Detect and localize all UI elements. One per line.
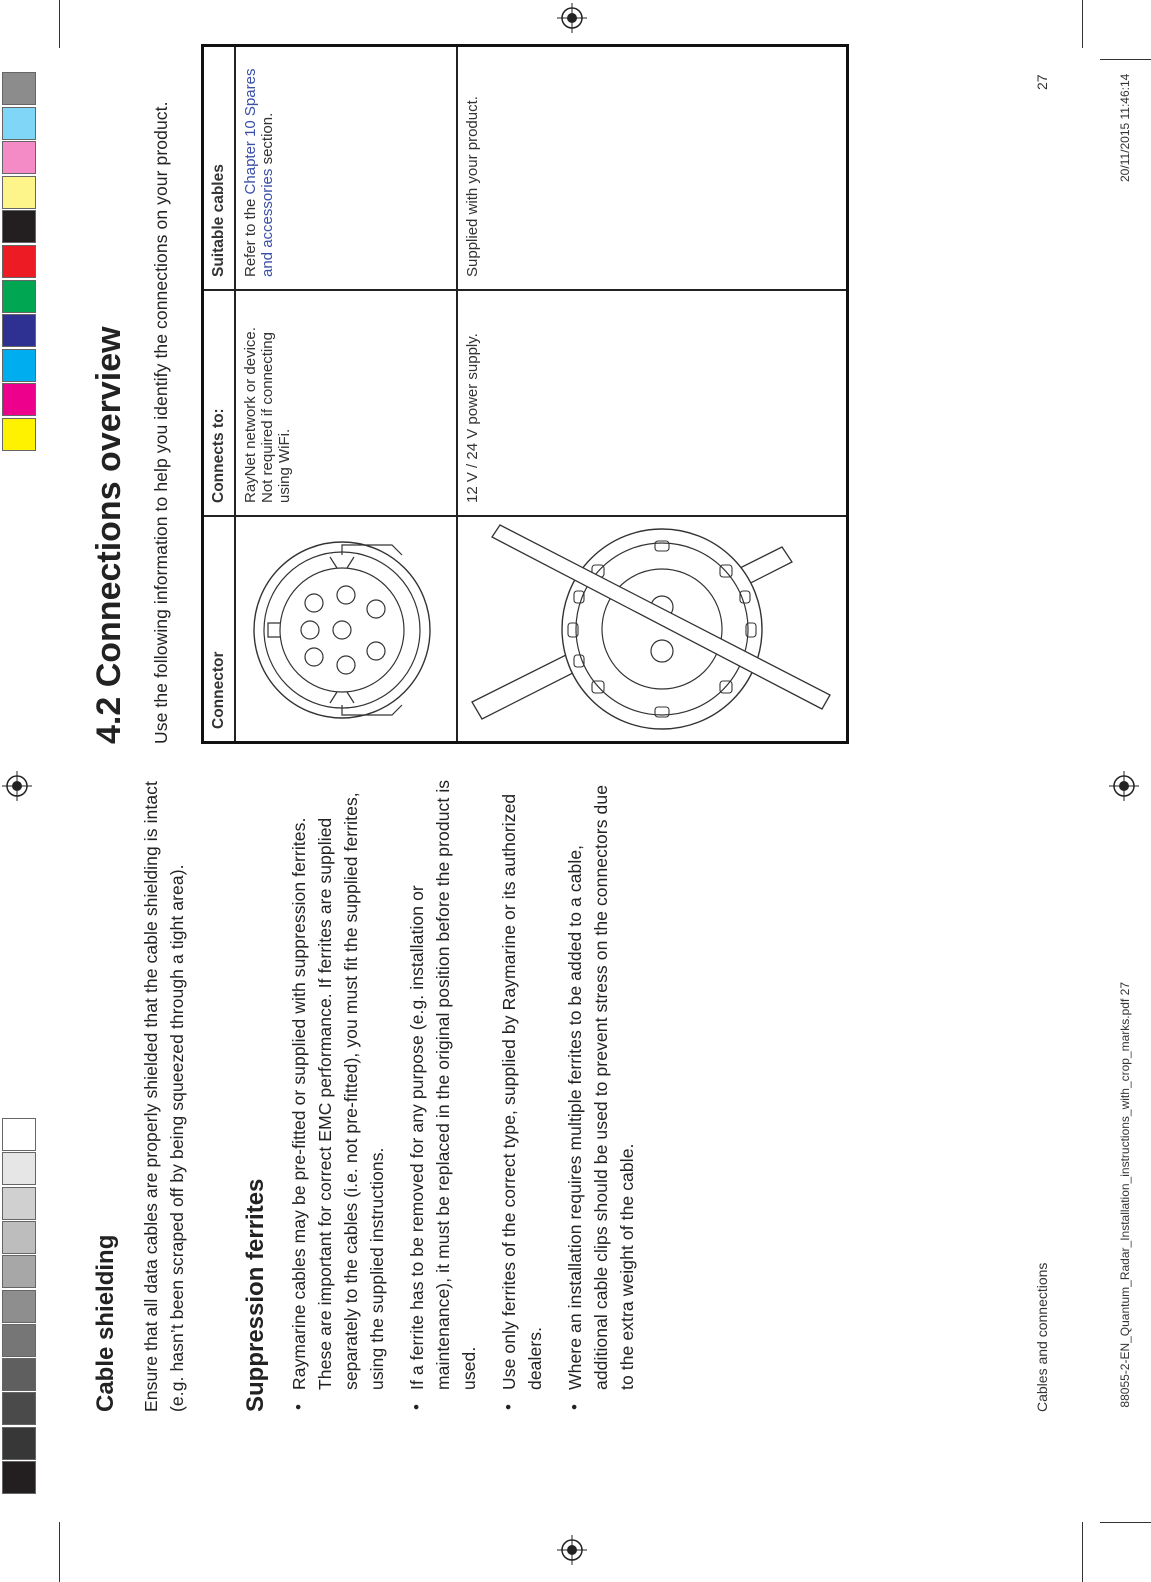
footer-page-number: 27: [1034, 74, 1050, 90]
cables-prefix: Refer to the: [242, 194, 259, 277]
list-item: • Raymarine cables may be pre-fitted or supplied with suppression ferrites. These are important for correct EMC performance. If ferrites are supplied separately to the cables (i.e. not pre-fitted), you must fit the supplied ferrites, using the supplied instructions.: [286, 772, 390, 1412]
connects-to-cell: 12 V / 24 V power supply.: [457, 290, 848, 516]
heading-cable-shielding: Cable shielding: [92, 1234, 119, 1412]
list-item: • Where an installation requires multiple ferrites to be added to a cable, additional cable clips should be used to prevent stress on the connectors due to the extra weight of the cable.: [562, 772, 640, 1412]
table-header-row: [203, 46, 236, 743]
footer-section-name: Cables and connections: [1034, 1262, 1050, 1412]
table-row: [457, 46, 848, 743]
heading-connections-overview: 4.2 Connections overview: [90, 326, 128, 744]
chapter-10-link[interactable]: Chapter 10 Spares and accessories: [242, 68, 276, 277]
col-header-suitable-cables: Suitable cables: [203, 46, 236, 291]
list-item: • Use only ferrites of the correct type, supplied by Raymarine or its authorized dealers.: [496, 772, 548, 1412]
ferrite-list: [286, 772, 654, 1412]
suitable-cables-cell: [457, 46, 848, 291]
table-row: [235, 46, 457, 743]
intro-connections: Use the following information to help you identify the connections on your product.: [151, 101, 171, 744]
heading-suppression-ferrites: Suppression ferrites: [242, 1178, 269, 1412]
col-header-connector: Connector: [203, 516, 236, 743]
slug-filename: 88055-2-EN_Quantum_Radar_Installation_instructions_with_crop_marks.pdf 27: [1118, 982, 1132, 1408]
para-cable-shielding: Ensure that all data cables are properly shielded that the cable shielding is intact (e.g. hasn’t been scraped off by being squeezed through a tight area).: [141, 781, 187, 1412]
connector-cell: [235, 516, 457, 743]
cables-prefix: Supplied with your product.: [464, 96, 481, 277]
connector-cell: [457, 516, 848, 743]
col-header-connects-to: Connects to:: [203, 290, 236, 516]
connections-table: [201, 44, 849, 744]
suitable-cables-cell: [235, 46, 457, 291]
raynet-connector-icon: [242, 525, 442, 735]
slug-timestamp: 20/11/2015 11:46:14: [1118, 73, 1132, 182]
cables-suffix: section.: [259, 112, 276, 169]
power-connector-icon: [462, 522, 842, 737]
list-item: • If a ferrite has to be removed for any purpose (e.g. installation or maintenance), it must be replaced in the original position before the product is used.: [404, 772, 482, 1412]
connects-to-cell: RayNet network or device. Not required if connecting using WiFi.: [235, 290, 457, 516]
